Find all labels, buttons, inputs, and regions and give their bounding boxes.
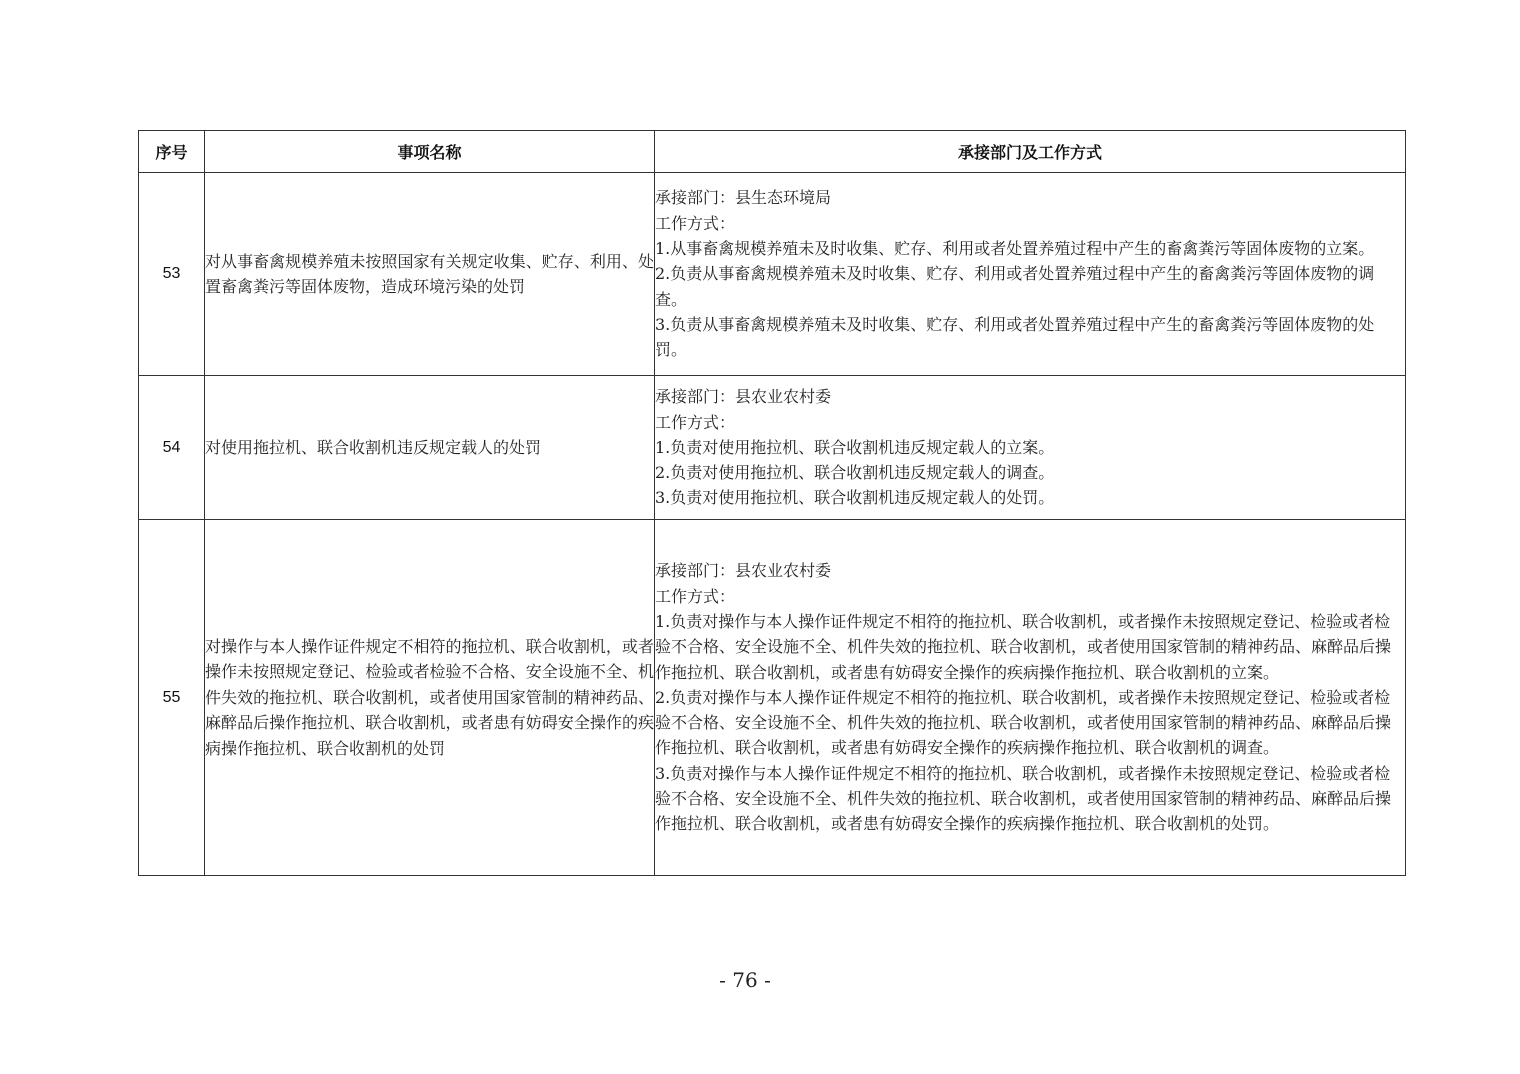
matter-name: 对从事畜禽规模养殖未按照国家有关规定收集、贮存、利用、处置畜禽粪污等固体废物，造成环境污染的处罚: [205, 173, 655, 376]
header-name: 事项名称: [205, 131, 655, 173]
method-step-2: 2.负责从事畜禽规模养殖未及时收集、贮存、利用或者处置养殖过程中产生的畜禽粪污等固体废物的调查。: [655, 264, 1375, 309]
dept-line: 承接部门：县农业农村委: [655, 561, 832, 581]
dept-line: 承接部门：县生态环境局: [655, 188, 832, 208]
page-number: - 76 -: [719, 968, 771, 992]
dept-and-method: [655, 376, 1406, 520]
method-step-1: 1.从事畜禽规模养殖未及时收集、贮存、利用或者处置养殖过程中产生的畜禽粪污等固体废物的立案。: [655, 239, 1375, 259]
row-number: 55: [139, 520, 205, 876]
table-row: [139, 520, 1406, 876]
row-number: 54: [139, 376, 205, 520]
header-dept: 承接部门及工作方式: [655, 131, 1406, 173]
method-step-1: 1.负责对使用拖拉机、联合收割机违反规定载人的立案。: [655, 437, 1055, 457]
header-num: 序号: [139, 131, 205, 173]
dept-line: 承接部门：县农业农村委: [655, 387, 832, 407]
row-number: 53: [139, 173, 205, 376]
table-row: [139, 173, 1406, 376]
method-step-2: 2.负责对操作与本人操作证件规定不相符的拖拉机、联合收割机，或者操作未按照规定登记、检验或者检验不合格、安全设施不全、机件失效的拖拉机、联合收割机，或者使用国家管制的精神药品、麻醉品后操作拖拉机、联合收割机，或者患有妨碍安全操作的疾病操作拖拉机、联合收割机的调查。: [655, 687, 1392, 758]
matter-name: 对操作与本人操作证件规定不相符的拖拉机、联合收割机，或者操作未按照规定登记、检验或者检验不合格、安全设施不全、机件失效的拖拉机、联合收割机，或者使用国家管制的精神药品、麻醉品后操作拖拉机、联合收割机，或者患有妨碍安全操作的疾病操作拖拉机、联合收割机的处罚: [205, 520, 655, 876]
matters-table: [138, 130, 1406, 876]
table-header-row: [139, 131, 1406, 173]
method-label: 工作方式：: [655, 586, 736, 606]
method-label: 工作方式：: [655, 412, 736, 432]
table-row: [139, 376, 1406, 520]
method-step-3: 3.负责对使用拖拉机、联合收割机违反规定载人的处罚。: [655, 488, 1055, 508]
method-step-1: 1.负责对操作与本人操作证件规定不相符的拖拉机、联合收割机，或者操作未按照规定登记、检验或者检验不合格、安全设施不全、机件失效的拖拉机、联合收割机，或者使用国家管制的精神药品、麻醉品后操作拖拉机、联合收割机，或者患有妨碍安全操作的疾病操作拖拉机、联合收割机的立案。: [655, 611, 1392, 682]
dept-and-method: [655, 173, 1406, 376]
method-label: 工作方式：: [655, 213, 736, 233]
method-step-3: 3.负责从事畜禽规模养殖未及时收集、贮存、利用或者处置养殖过程中产生的畜禽粪污等固体废物的处罚。: [655, 314, 1375, 360]
method-step-3: 3.负责对操作与本人操作证件规定不相符的拖拉机、联合收割机，或者操作未按照规定登记、检验或者检验不合格、安全设施不全、机件失效的拖拉机、联合收割机，或者使用国家管制的精神药品、麻醉品后操作拖拉机、联合收割机，或者患有妨碍安全操作的疾病操作拖拉机、联合收割机的处罚。: [655, 763, 1392, 834]
dept-and-method: [655, 520, 1406, 876]
matter-name: 对使用拖拉机、联合收割机违反规定载人的处罚: [205, 376, 655, 520]
method-step-2: 2.负责对使用拖拉机、联合收割机违反规定载人的调查。: [655, 463, 1055, 483]
